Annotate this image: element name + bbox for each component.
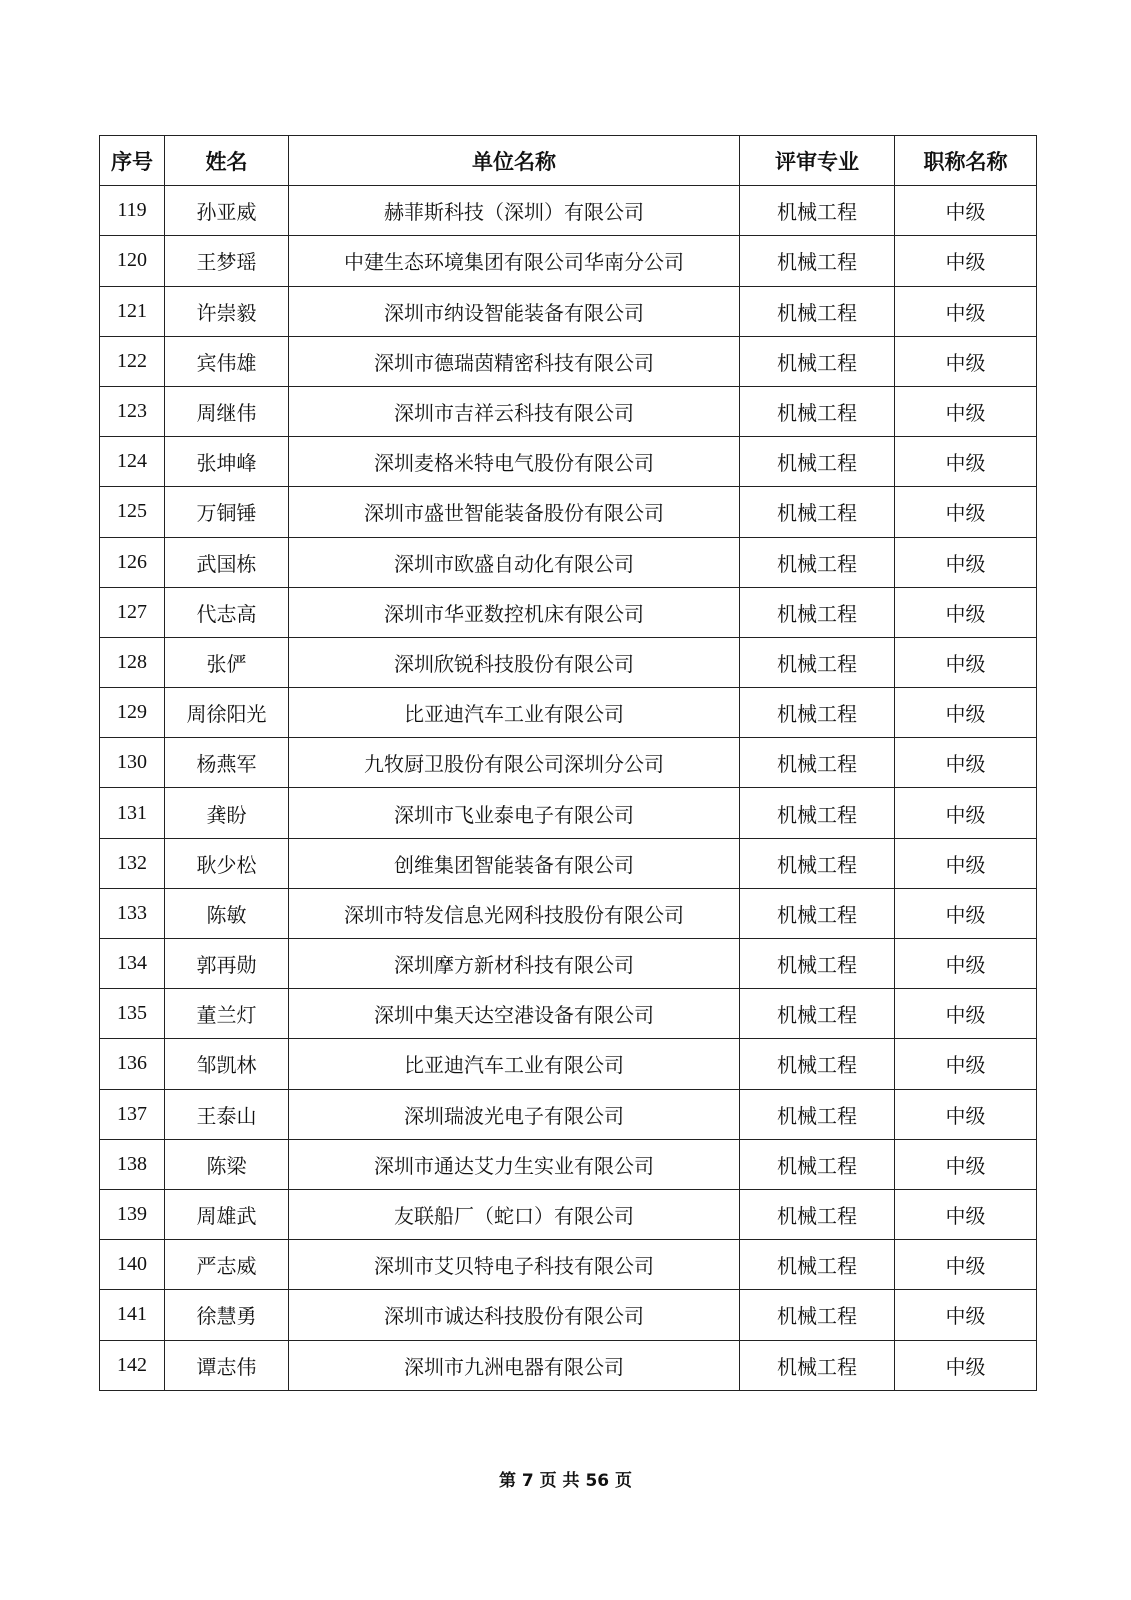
cell-review-specialty: 机械工程	[740, 1039, 895, 1089]
cell-organization: 深圳市艾贝特电子科技有限公司	[289, 1240, 740, 1290]
cell-name: 宾伟雄	[165, 336, 289, 386]
cell-serial-number: 142	[100, 1340, 165, 1390]
cell-serial-number: 123	[100, 386, 165, 436]
cell-title-level: 中级	[895, 537, 1037, 587]
cell-serial-number: 119	[100, 186, 165, 236]
cell-title-level: 中级	[895, 989, 1037, 1039]
table-row	[100, 487, 1037, 537]
cell-name: 邹凯林	[165, 1039, 289, 1089]
cell-name: 王泰山	[165, 1089, 289, 1139]
cell-title-level: 中级	[895, 336, 1037, 386]
cell-title-level: 中级	[895, 1290, 1037, 1340]
cell-review-specialty: 机械工程	[740, 236, 895, 286]
cell-serial-number: 136	[100, 1039, 165, 1089]
cell-name: 张俨	[165, 637, 289, 687]
table-row	[100, 939, 1037, 989]
cell-organization: 深圳中集天达空港设备有限公司	[289, 989, 740, 1039]
cell-organization: 中建生态环境集团有限公司华南分公司	[289, 236, 740, 286]
cell-title-level: 中级	[895, 688, 1037, 738]
table-row	[100, 386, 1037, 436]
table-row	[100, 186, 1037, 236]
cell-organization: 比亚迪汽车工业有限公司	[289, 1039, 740, 1089]
table-row	[100, 888, 1037, 938]
table-row	[100, 688, 1037, 738]
cell-serial-number: 122	[100, 336, 165, 386]
cell-name: 耿少松	[165, 838, 289, 888]
cell-name: 董兰灯	[165, 989, 289, 1039]
cell-organization: 深圳市通达艾力生实业有限公司	[289, 1139, 740, 1189]
cell-organization: 深圳市特发信息光网科技股份有限公司	[289, 888, 740, 938]
cell-serial-number: 132	[100, 838, 165, 888]
table-row	[100, 1039, 1037, 1089]
cell-organization: 深圳麦格米特电气股份有限公司	[289, 437, 740, 487]
cell-name: 周继伟	[165, 386, 289, 436]
table-row	[100, 637, 1037, 687]
cell-organization: 深圳市九洲电器有限公司	[289, 1340, 740, 1390]
cell-title-level: 中级	[895, 738, 1037, 788]
table-row	[100, 788, 1037, 838]
cell-organization: 深圳市吉祥云科技有限公司	[289, 386, 740, 436]
cell-name: 张坤峰	[165, 437, 289, 487]
table-body	[100, 186, 1037, 1391]
cell-review-specialty: 机械工程	[740, 587, 895, 637]
cell-serial-number: 121	[100, 286, 165, 336]
cell-review-specialty: 机械工程	[740, 386, 895, 436]
cell-title-level: 中级	[895, 838, 1037, 888]
cell-review-specialty: 机械工程	[740, 788, 895, 838]
cell-review-specialty: 机械工程	[740, 888, 895, 938]
table-row	[100, 537, 1037, 587]
cell-organization: 深圳市纳设智能装备有限公司	[289, 286, 740, 336]
cell-serial-number: 130	[100, 738, 165, 788]
cell-title-level: 中级	[895, 788, 1037, 838]
cell-title-level: 中级	[895, 1189, 1037, 1239]
cell-organization: 深圳市华亚数控机床有限公司	[289, 587, 740, 637]
header-name: 姓名	[165, 136, 289, 186]
cell-title-level: 中级	[895, 939, 1037, 989]
cell-serial-number: 124	[100, 437, 165, 487]
cell-review-specialty: 机械工程	[740, 688, 895, 738]
cell-serial-number: 129	[100, 688, 165, 738]
table-row	[100, 1290, 1037, 1340]
cell-organization: 赫菲斯科技（深圳）有限公司	[289, 186, 740, 236]
header-review-specialty: 评审专业	[740, 136, 895, 186]
cell-review-specialty: 机械工程	[740, 286, 895, 336]
table-row	[100, 838, 1037, 888]
page-footer: 第 7 页 共 56 页	[498, 1471, 633, 1491]
cell-review-specialty: 机械工程	[740, 1089, 895, 1139]
cell-review-specialty: 机械工程	[740, 1290, 895, 1340]
cell-organization: 深圳欣锐科技股份有限公司	[289, 637, 740, 687]
cell-serial-number: 138	[100, 1139, 165, 1189]
table-header-row	[100, 136, 1037, 186]
cell-serial-number: 135	[100, 989, 165, 1039]
cell-title-level: 中级	[895, 1039, 1037, 1089]
cell-review-specialty: 机械工程	[740, 437, 895, 487]
cell-title-level: 中级	[895, 487, 1037, 537]
cell-serial-number: 127	[100, 587, 165, 637]
cell-title-level: 中级	[895, 386, 1037, 436]
cell-organization: 深圳瑞波光电子有限公司	[289, 1089, 740, 1139]
table-row	[100, 738, 1037, 788]
cell-review-specialty: 机械工程	[740, 738, 895, 788]
cell-review-specialty: 机械工程	[740, 939, 895, 989]
cell-serial-number: 134	[100, 939, 165, 989]
header-organization: 单位名称	[289, 136, 740, 186]
cell-organization: 深圳市欧盛自动化有限公司	[289, 537, 740, 587]
cell-review-specialty: 机械工程	[740, 989, 895, 1039]
cell-review-specialty: 机械工程	[740, 186, 895, 236]
cell-name: 郭再勋	[165, 939, 289, 989]
table-row	[100, 336, 1037, 386]
cell-organization: 深圳市诚达科技股份有限公司	[289, 1290, 740, 1340]
cell-name: 谭志伟	[165, 1340, 289, 1390]
cell-serial-number: 140	[100, 1240, 165, 1290]
cell-organization: 创维集团智能装备有限公司	[289, 838, 740, 888]
cell-review-specialty: 机械工程	[740, 1340, 895, 1390]
cell-name: 武国栋	[165, 537, 289, 587]
header-title-level: 职称名称	[895, 136, 1037, 186]
cell-title-level: 中级	[895, 286, 1037, 336]
cell-name: 徐慧勇	[165, 1290, 289, 1340]
cell-serial-number: 120	[100, 236, 165, 286]
table-row	[100, 236, 1037, 286]
cell-name: 杨燕军	[165, 738, 289, 788]
cell-name: 龚盼	[165, 788, 289, 838]
cell-name: 严志威	[165, 1240, 289, 1290]
cell-title-level: 中级	[895, 1089, 1037, 1139]
cell-serial-number: 133	[100, 888, 165, 938]
cell-review-specialty: 机械工程	[740, 487, 895, 537]
table-row	[100, 1189, 1037, 1239]
cell-organization: 深圳摩方新材科技有限公司	[289, 939, 740, 989]
header-serial-number: 序号	[100, 136, 165, 186]
cell-title-level: 中级	[895, 637, 1037, 687]
cell-title-level: 中级	[895, 1240, 1037, 1290]
cell-name: 孙亚威	[165, 186, 289, 236]
cell-organization: 深圳市盛世智能装备股份有限公司	[289, 487, 740, 537]
cell-organization: 友联船厂（蛇口）有限公司	[289, 1189, 740, 1239]
table-row	[100, 437, 1037, 487]
cell-review-specialty: 机械工程	[740, 336, 895, 386]
table-row	[100, 1240, 1037, 1290]
table-row	[100, 1089, 1037, 1139]
cell-serial-number: 141	[100, 1290, 165, 1340]
cell-review-specialty: 机械工程	[740, 1240, 895, 1290]
cell-review-specialty: 机械工程	[740, 838, 895, 888]
cell-serial-number: 125	[100, 487, 165, 537]
cell-name: 陈敏	[165, 888, 289, 938]
cell-serial-number: 137	[100, 1089, 165, 1139]
cell-name: 万铜锤	[165, 487, 289, 537]
cell-name: 周雄武	[165, 1189, 289, 1239]
cell-organization: 比亚迪汽车工业有限公司	[289, 688, 740, 738]
cell-title-level: 中级	[895, 1139, 1037, 1189]
cell-title-level: 中级	[895, 888, 1037, 938]
cell-organization: 九牧厨卫股份有限公司深圳分公司	[289, 738, 740, 788]
table-row	[100, 989, 1037, 1039]
cell-name: 陈梁	[165, 1139, 289, 1189]
cell-serial-number: 139	[100, 1189, 165, 1239]
cell-name: 许崇毅	[165, 286, 289, 336]
cell-organization: 深圳市飞业泰电子有限公司	[289, 788, 740, 838]
cell-title-level: 中级	[895, 587, 1037, 637]
cell-title-level: 中级	[895, 437, 1037, 487]
cell-review-specialty: 机械工程	[740, 1139, 895, 1189]
table-row	[100, 1340, 1037, 1390]
cell-title-level: 中级	[895, 236, 1037, 286]
cell-serial-number: 128	[100, 637, 165, 687]
cell-review-specialty: 机械工程	[740, 637, 895, 687]
cell-organization: 深圳市德瑞茵精密科技有限公司	[289, 336, 740, 386]
roster-table	[99, 135, 1037, 1391]
cell-review-specialty: 机械工程	[740, 537, 895, 587]
cell-name: 王梦瑶	[165, 236, 289, 286]
cell-serial-number: 126	[100, 537, 165, 587]
cell-name: 周徐阳光	[165, 688, 289, 738]
table-row	[100, 1139, 1037, 1189]
cell-review-specialty: 机械工程	[740, 1189, 895, 1239]
cell-serial-number: 131	[100, 788, 165, 838]
table-row	[100, 587, 1037, 637]
table-row	[100, 286, 1037, 336]
cell-title-level: 中级	[895, 186, 1037, 236]
cell-name: 代志高	[165, 587, 289, 637]
cell-title-level: 中级	[895, 1340, 1037, 1390]
